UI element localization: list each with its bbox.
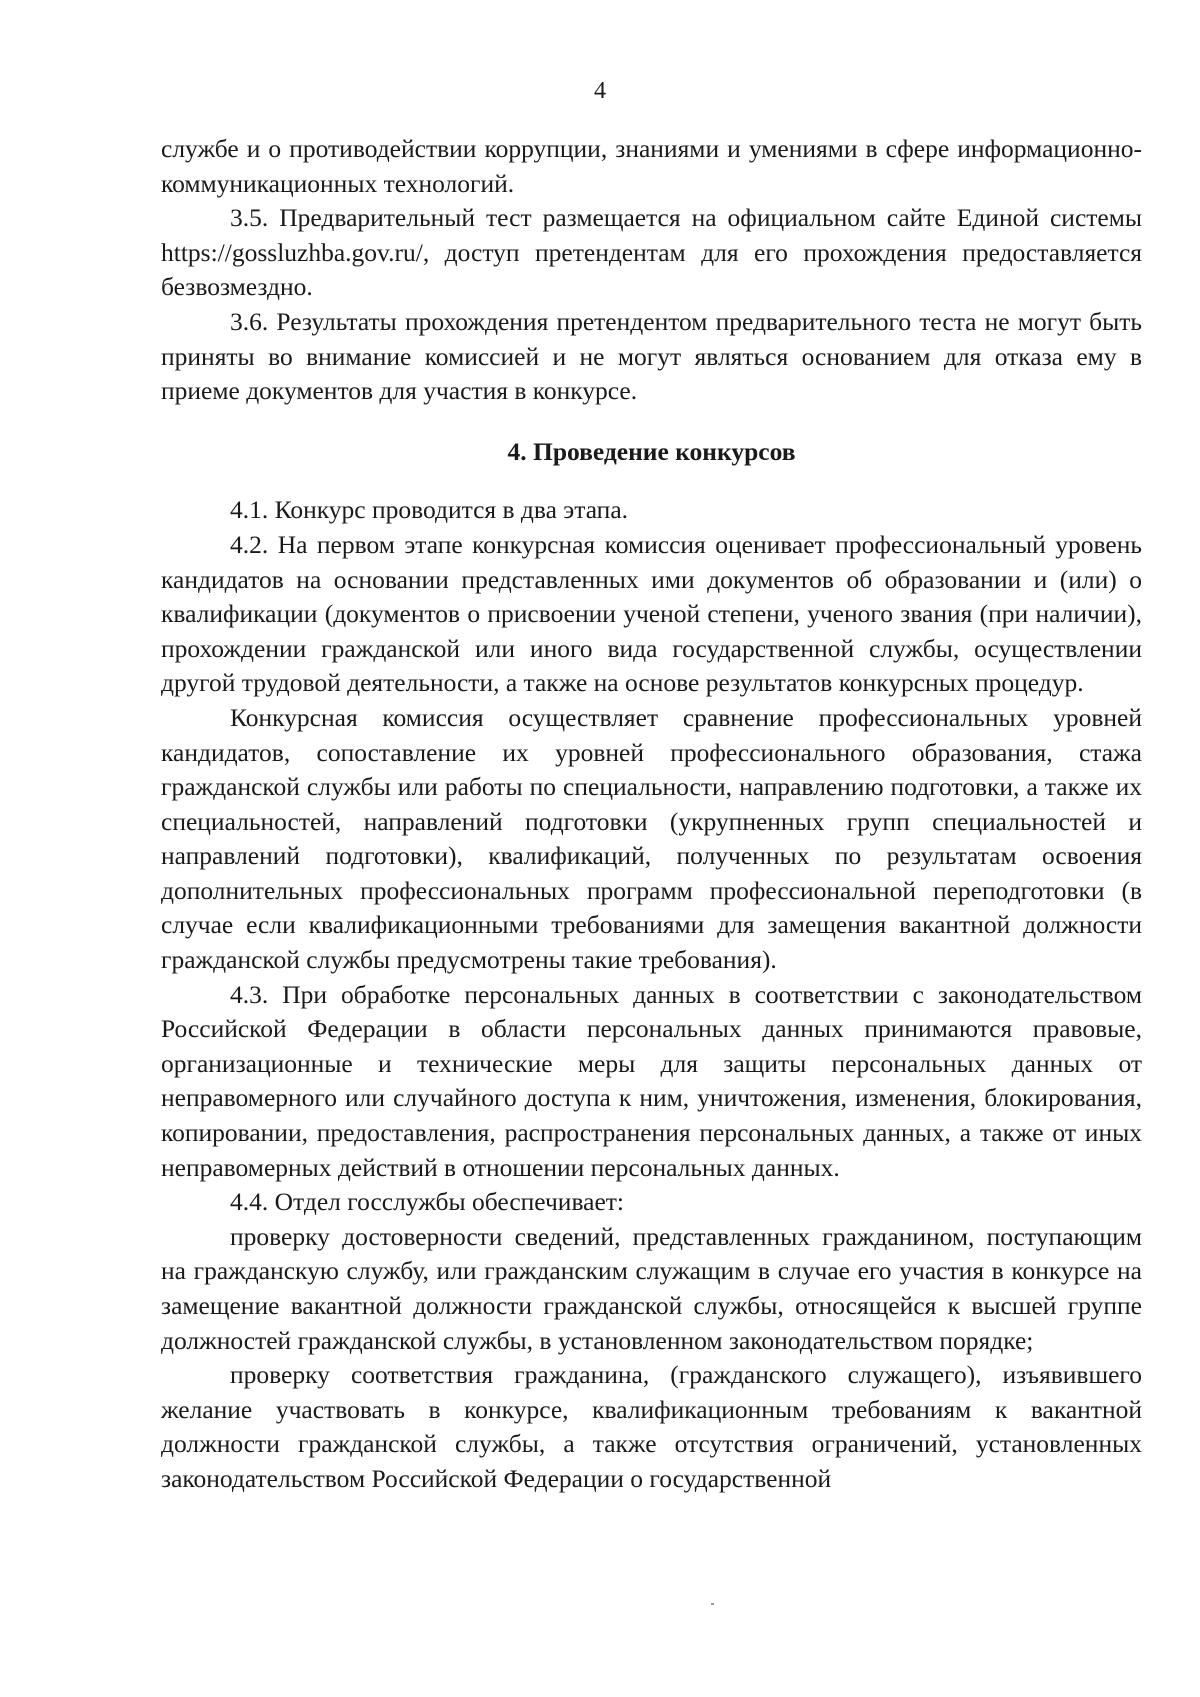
paragraph-4-4-compliance: проверку соответствия гражданина, (гражданского служащего), изъявившего желание участвовать в конкурсе, квалификационным требованиям к вакантной должности гражданской службы, а также отсутствия ограничений, установленных законодательством Российской Федерации о государственной — [161, 1360, 1142, 1493]
section-heading: 4. Проведение конкурсов — [507, 436, 796, 466]
paragraph-4-4: 4.4. Отдел госслужбы обеспечивает: — [230, 1187, 625, 1217]
paragraph-4-1: 4.1. Конкурс проводится в два этапа. — [230, 495, 629, 525]
paragraph-4-3: 4.3. При обработке персональных данных в соответствии с законодательством Российской Федерации в области персональных данных принимаются правовые, организационные и технические меры для защиты персональных данных от неправомерного или случайного доступа к ним, уничтожения, изменения, блокирования, копировании, предоставления, распространения персональных данных, а также от иных неправомерных действий в отношении персональных данных. — [161, 979, 1142, 1182]
paragraph-3-6: 3.6. Результаты прохождения претендентом предварительного теста не могут быть приняты во внимание комиссией и не могут являться основанием для отказа ему в приеме документов для участия в конкурсе. — [161, 306, 1142, 406]
page-number: 4 — [594, 78, 606, 104]
scan-artifact — [711, 1603, 714, 1605]
paragraph-4-4-verification: проверку достоверности сведений, представленных гражданином, поступающим на гражданскую службу, или гражданским служащим в случае его участия в конкурсе на замещение вакантной должности гражданской службы, относящейся к высшей группе должностей гражданской службы, в установленном законодательством порядке; — [161, 1221, 1142, 1355]
paragraph-continuation: службе и о противодействии коррупции, знаниями и умениями в сфере информационно-коммуникационных технологий. — [161, 134, 1142, 198]
document-body — [161, 132, 1142, 1497]
paragraph-3-5: 3.5. Предварительный тест размещается на официальном сайте Единой системы https://gossluzhba.gov.ru/, доступ претендентам для его прохождения предоставляется безвозмездно. — [161, 203, 1142, 302]
paragraph-4-2-comparison: Конкурсная комиссия осуществляет сравнение профессиональных уровней кандидатов, сопоставление их уровней профессионального образования, стажа гражданской службы или работы по специальности, направлению подготовки, а также их специальностей, направлений подготовки (укрупненных групп специальностей и направлений подготовки), квалификаций, полученных по результатам освоения дополнительных профессиональных программ профессиональной переподготовки (в случае если квалификационными требованиями для замещения вакантной должности гражданской службы предусмотрены такие требования). — [161, 702, 1142, 975]
paragraph-4-2: 4.2. На первом этапе конкурсная комиссия оценивает профессиональный уровень кандидатов на основании представленных ими документов об образовании и (или) о квалификации (документов о присвоении ученой степени, ученого звания (при наличии), прохождении гражданской или иного вида государственной службы, осуществлении другой трудовой деятельности, а также на основе результатов конкурсных процедур. — [161, 529, 1142, 698]
